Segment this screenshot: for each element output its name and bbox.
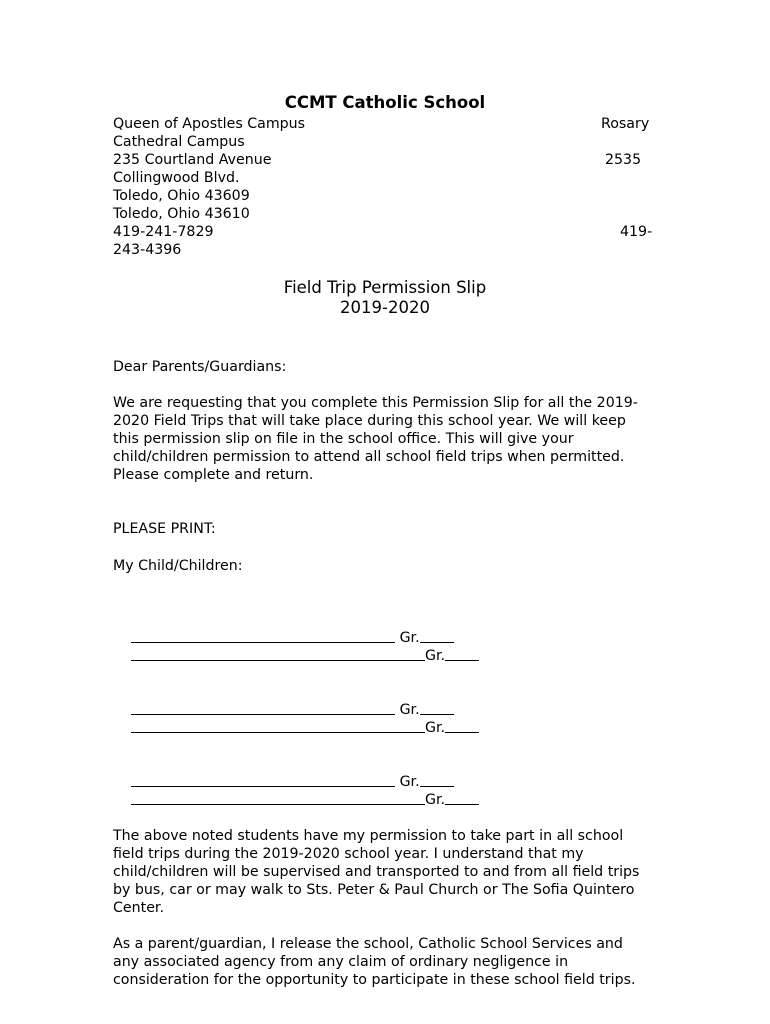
left-campus-city: Toledo, Ohio 43609	[113, 188, 250, 204]
school-name: CCMT Catholic School	[284, 93, 486, 112]
right-campus-phone-part1: 419-	[620, 224, 653, 240]
right-campus-name-part1: Rosary	[601, 116, 650, 132]
grade-blank[interactable]	[445, 718, 479, 733]
left-campus-phone: 419-241-7829	[113, 224, 214, 240]
child-name-blank[interactable]	[131, 718, 425, 733]
grade-label: Gr.	[425, 792, 446, 808]
consent-paragraph-text: The above noted students have my permission to take part in all school field trips during the 2019-2020 school year. I understand that my child/children will be supervised and transported to and from all field trips by bus, car or may walk to Sts. Peter & Paul Church or The Sofia Quintero Center.	[113, 828, 640, 916]
release-paragraph-text: As a parent/guardian, I release the school, Catholic School Services and any associated agency from any claim of ordinary negligence in consideration for the opportunity to participate in these school field trips.	[113, 936, 636, 988]
right-campus-city: Toledo, Ohio 43610	[113, 206, 250, 222]
child-entry-6[interactable]	[113, 772, 479, 827]
left-campus-address: 235 Courtland Avenue	[113, 152, 272, 168]
intro-paragraph-text: We are requesting that you complete this Permission Slip for all the 2019-2020 Field Trips that will take place during this school year. We will keep this permission slip on file in the school office. This will give your child/children permission to attend all school field trips when permitted. Please complete and return.	[113, 395, 638, 483]
children-label: My Child/Children:	[113, 558, 243, 574]
grade-blank[interactable]	[445, 646, 479, 661]
left-campus-name: Queen of Apostles Campus	[113, 116, 306, 132]
form-year: 2019-2020	[340, 298, 430, 317]
grade-label: Gr.	[399, 702, 420, 718]
child-name-blank[interactable]	[131, 646, 425, 661]
grade-label: Gr.	[399, 774, 420, 790]
child-entry-4[interactable]	[113, 700, 479, 755]
right-campus-address-part2: Collingwood Blvd.	[113, 170, 240, 186]
grade-label: Gr.	[399, 630, 420, 646]
grade-label: Gr.	[425, 720, 446, 736]
please-print-label: PLEASE PRINT:	[113, 521, 216, 537]
form-title: Field Trip Permission Slip	[283, 278, 487, 297]
child-entry-2[interactable]	[113, 628, 479, 683]
grade-label: Gr.	[425, 648, 446, 664]
child-name-blank[interactable]	[131, 790, 425, 805]
salutation: Dear Parents/Guardians:	[113, 359, 287, 375]
release-paragraph	[113, 935, 653, 989]
intro-paragraph	[113, 394, 653, 484]
grade-blank[interactable]	[445, 790, 479, 805]
right-campus-name-part2: Cathedral Campus	[113, 134, 245, 150]
right-campus-phone-part2: 243-4396	[113, 242, 182, 258]
right-campus-address-part1: 2535	[605, 152, 642, 168]
consent-paragraph	[113, 827, 653, 917]
